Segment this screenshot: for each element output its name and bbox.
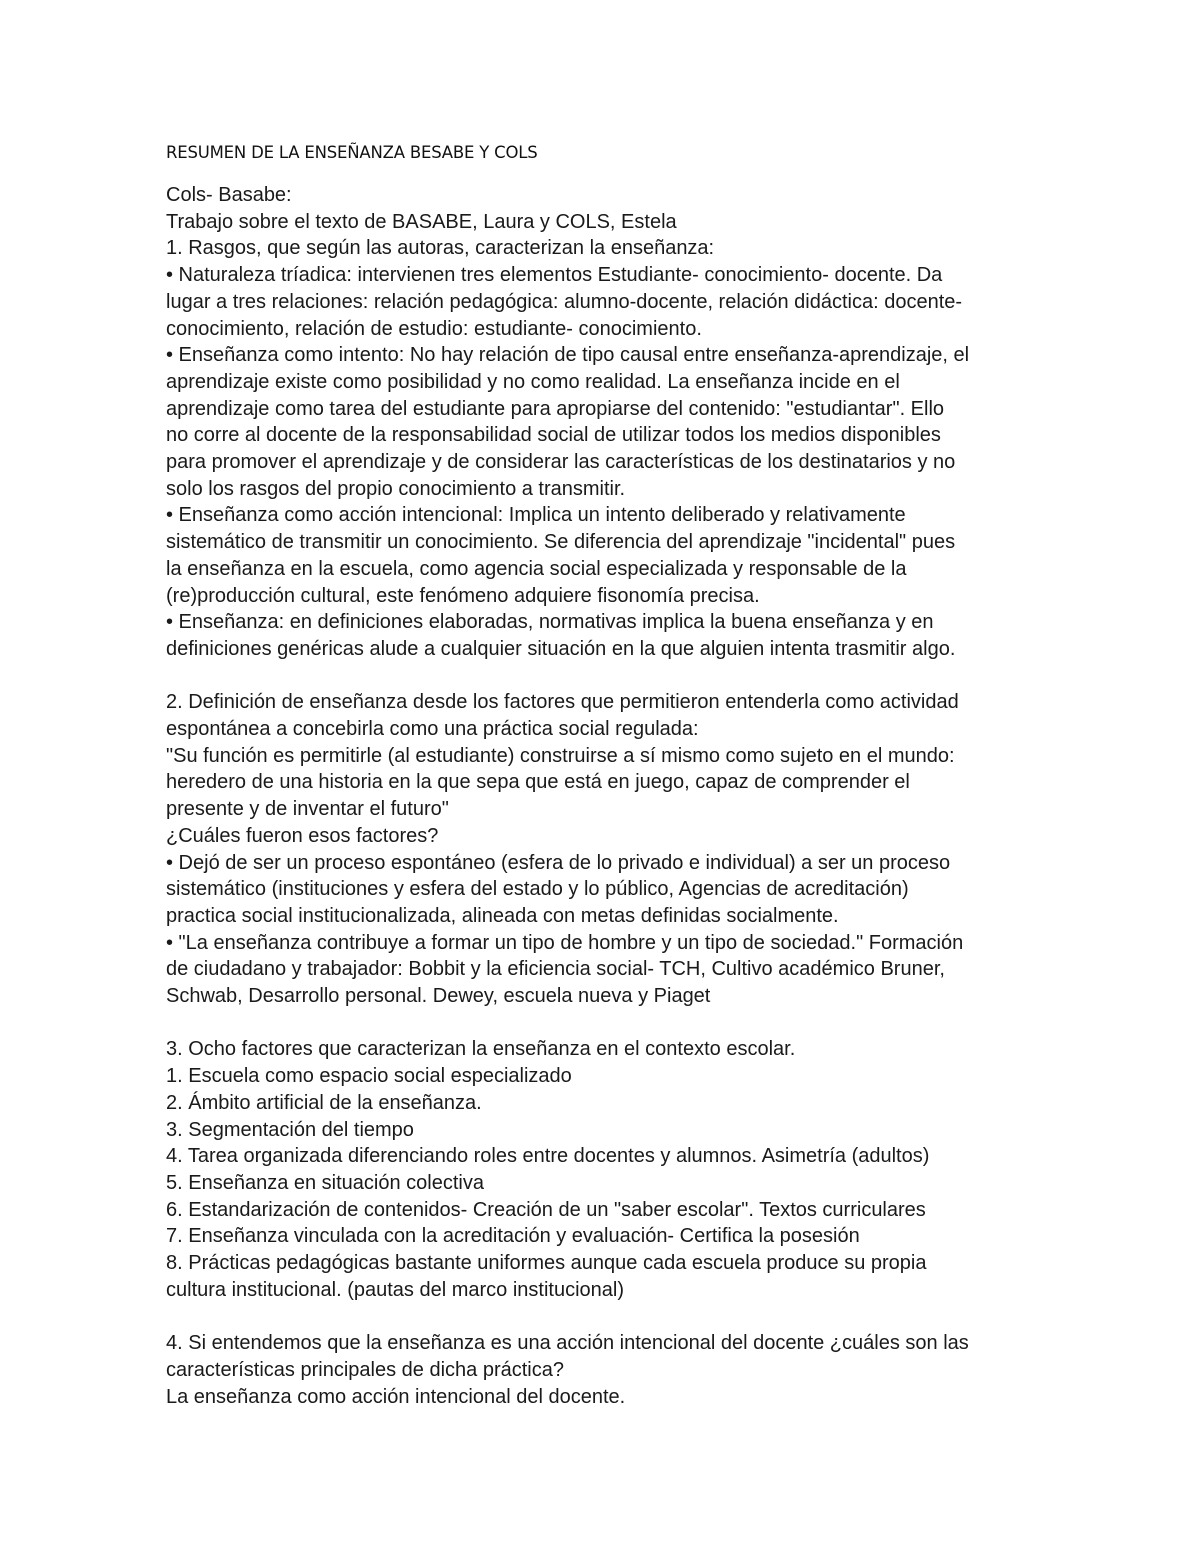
text-line: cultura institucional. (pautas del marco institucional) [166, 1278, 624, 1301]
text-line: • Enseñanza como acción intencional: Implica un intento deliberado y relativamente [166, 504, 906, 527]
text-line: 3. Ocho factores que caracterizan la enseñanza en el contexto escolar. [166, 1038, 796, 1061]
text-line: Trabajo sobre el texto de BASABE, Laura y COLS, Estela [166, 210, 677, 233]
text-line: • Naturaleza tríadica: intervienen tres elementos Estudiante- conocimiento- docente. Da [166, 264, 943, 287]
text-line: "Su función es permitirle (al estudiante) construirse a sí mismo como sujeto en el mundo: [166, 744, 955, 767]
text-line: 2. Ámbito artificial de la enseñanza. [166, 1091, 482, 1114]
text-line: sistemático de transmitir un conocimiento. Se diferencia del aprendizaje "incidental" pues [166, 531, 956, 554]
text-line: características principales de dicha práctica? [166, 1358, 564, 1381]
text-line: aprendizaje como tarea del estudiante para apropiarse del contenido: "estudiantar". Ello [166, 397, 945, 420]
text-line: lugar a tres relaciones: relación pedagógica: alumno-docente, relación didáctica: docente- [166, 290, 963, 313]
text-line: para promover el aprendizaje y de considerar las características de los destinatarios y no [166, 451, 956, 474]
text-line: ¿Cuáles fueron esos factores? [166, 824, 439, 847]
text-line: 4. Si entendemos que la enseñanza es una acción intencional del docente ¿cuáles son las [166, 1332, 969, 1355]
text-line: 1. Escuela como espacio social especializado [166, 1065, 572, 1088]
blank-line [166, 1304, 1046, 1331]
text-line: 3. Segmentación del tiempo [166, 1118, 414, 1141]
text-line: definiciones genéricas alude a cualquier situación en la que alguien intenta trasmitir algo. [166, 637, 956, 660]
text-line: 4. Tarea organizada diferenciando roles entre docentes y alumnos. Asimetría (adultos) [166, 1145, 930, 1168]
text-line: 1. Rasgos, que según las autoras, caracterizan la enseñanza: [166, 237, 715, 260]
text-line: aprendizaje existe como posibilidad y no como realidad. La enseñanza incide en el [166, 370, 900, 393]
text-line: • Enseñanza: en definiciones elaboradas, normativas implica la buena enseñanza y en [166, 611, 934, 634]
text-line: heredero de una historia en la que sepa que está en juego, capaz de comprender el [166, 771, 910, 794]
text-line: espontánea a concebirla como una práctica social regulada: [166, 718, 699, 741]
text-line: sistemático (instituciones y esfera del estado y lo público, Agencias de acreditación) [166, 878, 909, 901]
text-line: conocimiento, relación de estudio: estudiante- conocimiento. [166, 317, 702, 340]
text-line: no corre al docente de la responsabilidad social de utilizar todos los medios disponibles [166, 424, 941, 447]
text-line: la enseñanza en la escuela, como agencia social especializada y responsable de la [166, 557, 907, 580]
text-line: (re)producción cultural, este fenómeno adquiere fisonomía precisa. [166, 584, 760, 607]
text-line: Schwab, Desarrollo personal. Dewey, escuela nueva y Piaget [166, 985, 711, 1008]
text-line: • "La enseñanza contribuye a formar un tipo de hombre y un tipo de sociedad." Formación [166, 931, 964, 954]
text-line: presente y de inventar el futuro" [166, 798, 449, 821]
text-line: • Enseñanza como intento: No hay relación de tipo causal entre enseñanza-aprendizaje, el [166, 344, 970, 367]
document-heading: RESUMEN DE LA ENSEÑANZA BESABE Y COLS [166, 143, 538, 162]
blank-line [166, 1010, 1046, 1037]
text-line: solo los rasgos del propio conocimiento a transmitir. [166, 477, 626, 500]
text-line: de ciudadano y trabajador: Bobbit y la eficiencia social- TCH, Cultivo académico Bruner, [166, 958, 945, 981]
text-line: 2. Definición de enseñanza desde los factores que permitieron entenderla como actividad [166, 691, 959, 714]
text-line: 7. Enseñanza vinculada con la acreditación y evaluación- Certifica la posesión [166, 1225, 860, 1248]
text-line: Cols- Basabe: [166, 184, 292, 206]
text-line: 5. Enseñanza en situación colectiva [166, 1171, 484, 1194]
text-line: 6. Estandarización de contenidos- Creación de un "saber escolar". Textos curriculares [166, 1198, 926, 1221]
document-body [166, 182, 1046, 1410]
blank-line [166, 663, 1046, 690]
text-line: practica social institucionalizada, alineada con metas definidas socialmente. [166, 904, 839, 927]
text-line: • Dejó de ser un proceso espontáneo (esfera de lo privado e individual) a ser un proceso [166, 851, 951, 874]
text-line: 8. Prácticas pedagógicas bastante uniformes aunque cada escuela produce su propia [166, 1252, 927, 1275]
text-line: La enseñanza como acción intencional del docente. [166, 1385, 626, 1408]
